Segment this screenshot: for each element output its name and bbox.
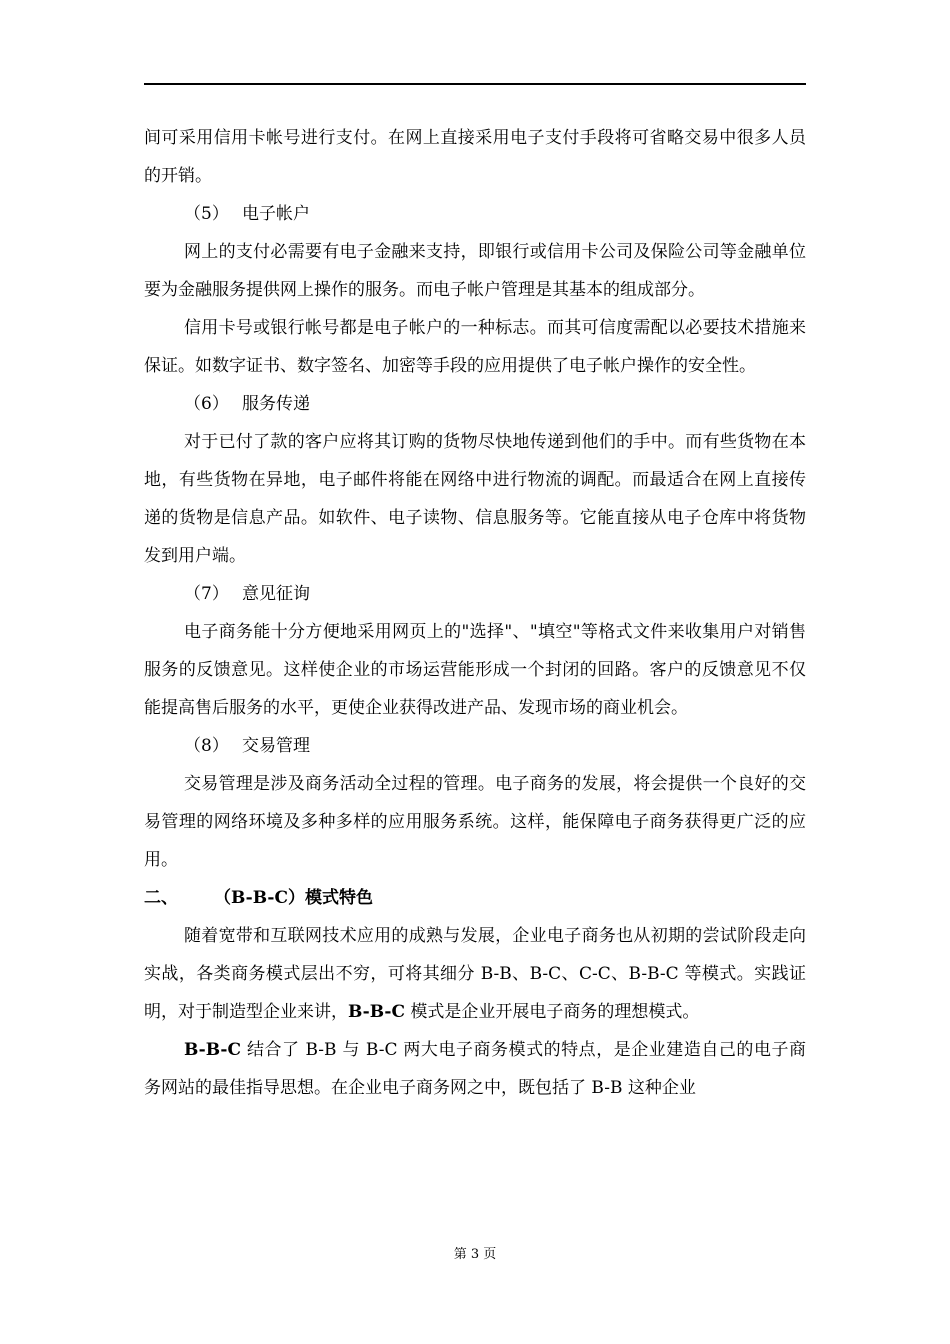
subsection-heading: [144, 727, 806, 765]
bold-term: B-B-C: [184, 1040, 242, 1060]
paragraph: [144, 1031, 806, 1107]
paragraph: 对于已付了款的客户应将其订购的货物尽快地传递到他们的手中。而有些货物在本地，有些货物在异地，电子邮件将能在网络中进行物流的调配。而最适合在网上直接传递的货物是信息产品。如软件、电子读物、信息服务等。它能直接从电子仓库中将货物发到用户端。: [144, 432, 806, 566]
section-title: （B-B-C）模式特色: [214, 888, 374, 908]
subsection-heading: [144, 195, 806, 233]
header-rule: [144, 83, 806, 85]
section-heading: [144, 879, 806, 917]
paragraph: 信用卡号或银行帐号都是电子帐户的一种标志。而其可信度需配以必要技术措施来保证。如数字证书、数字签名、加密等手段的应用提供了电子帐户操作的安全性。: [144, 318, 806, 376]
subsection-number: （7）: [184, 584, 229, 604]
paragraph: 电子商务能十分方便地采用网页上的"选择"、"填空"等格式文件来收集用户对销售服务的反馈意见。这样使企业的市场运营能形成一个封闭的回路。客户的反馈意见不仅能提高售后服务的水平，更使企业获得改进产品、发现市场的商业机会。: [144, 622, 806, 718]
subsection-title: 意见征询: [242, 584, 310, 604]
subsection-title: 服务传递: [242, 394, 310, 414]
subsection-number: （8）: [184, 736, 229, 756]
document-body: [144, 119, 806, 1107]
text-run: 随着宽带和互联网技术应用的成熟与发展，企业电子商务也从初期的尝试阶段走向实战，各类商务模式层出不穷，可将其细分 B-B、B-C、C-C、B-B-C 等模式。实践证明，对于制造型企业来讲，: [144, 926, 806, 1022]
subsection-number: （6）: [184, 394, 229, 414]
paragraph: 间可采用信用卡帐号进行支付。在网上直接采用电子支付手段将可省略交易中很多人员的开销。: [144, 128, 806, 186]
page-number: 第 3 页: [453, 1247, 497, 1262]
text-run: 结合了 B-B 与 B-C 两大电子商务模式的特点，是企业建造自己的电子商务网站的最佳指导思想。在企业电子商务网之中，既包括了 B-B 这种企业: [144, 1040, 806, 1098]
paragraph: [144, 917, 806, 1031]
section-number: 二、: [144, 888, 178, 908]
subsection-title: 交易管理: [242, 736, 310, 756]
paragraph: 网上的支付必需要有电子金融来支持，即银行或信用卡公司及保险公司等金融单位要为金融服务提供网上操作的服务。而电子帐户管理是其基本的组成部分。: [144, 242, 806, 300]
subsection-title: 电子帐户: [242, 204, 310, 224]
subsection-heading: [144, 575, 806, 613]
bold-term: B-B-C: [348, 1002, 406, 1022]
subsection-heading: [144, 385, 806, 423]
text-run: 模式是企业开展电子商务的理想模式。: [405, 1002, 700, 1022]
paragraph: 交易管理是涉及商务活动全过程的管理。电子商务的发展，将会提供一个良好的交易管理的网络环境及多种多样的应用服务系统。这样，能保障电子商务获得更广泛的应用。: [144, 774, 806, 870]
subsection-number: （5）: [184, 204, 229, 224]
